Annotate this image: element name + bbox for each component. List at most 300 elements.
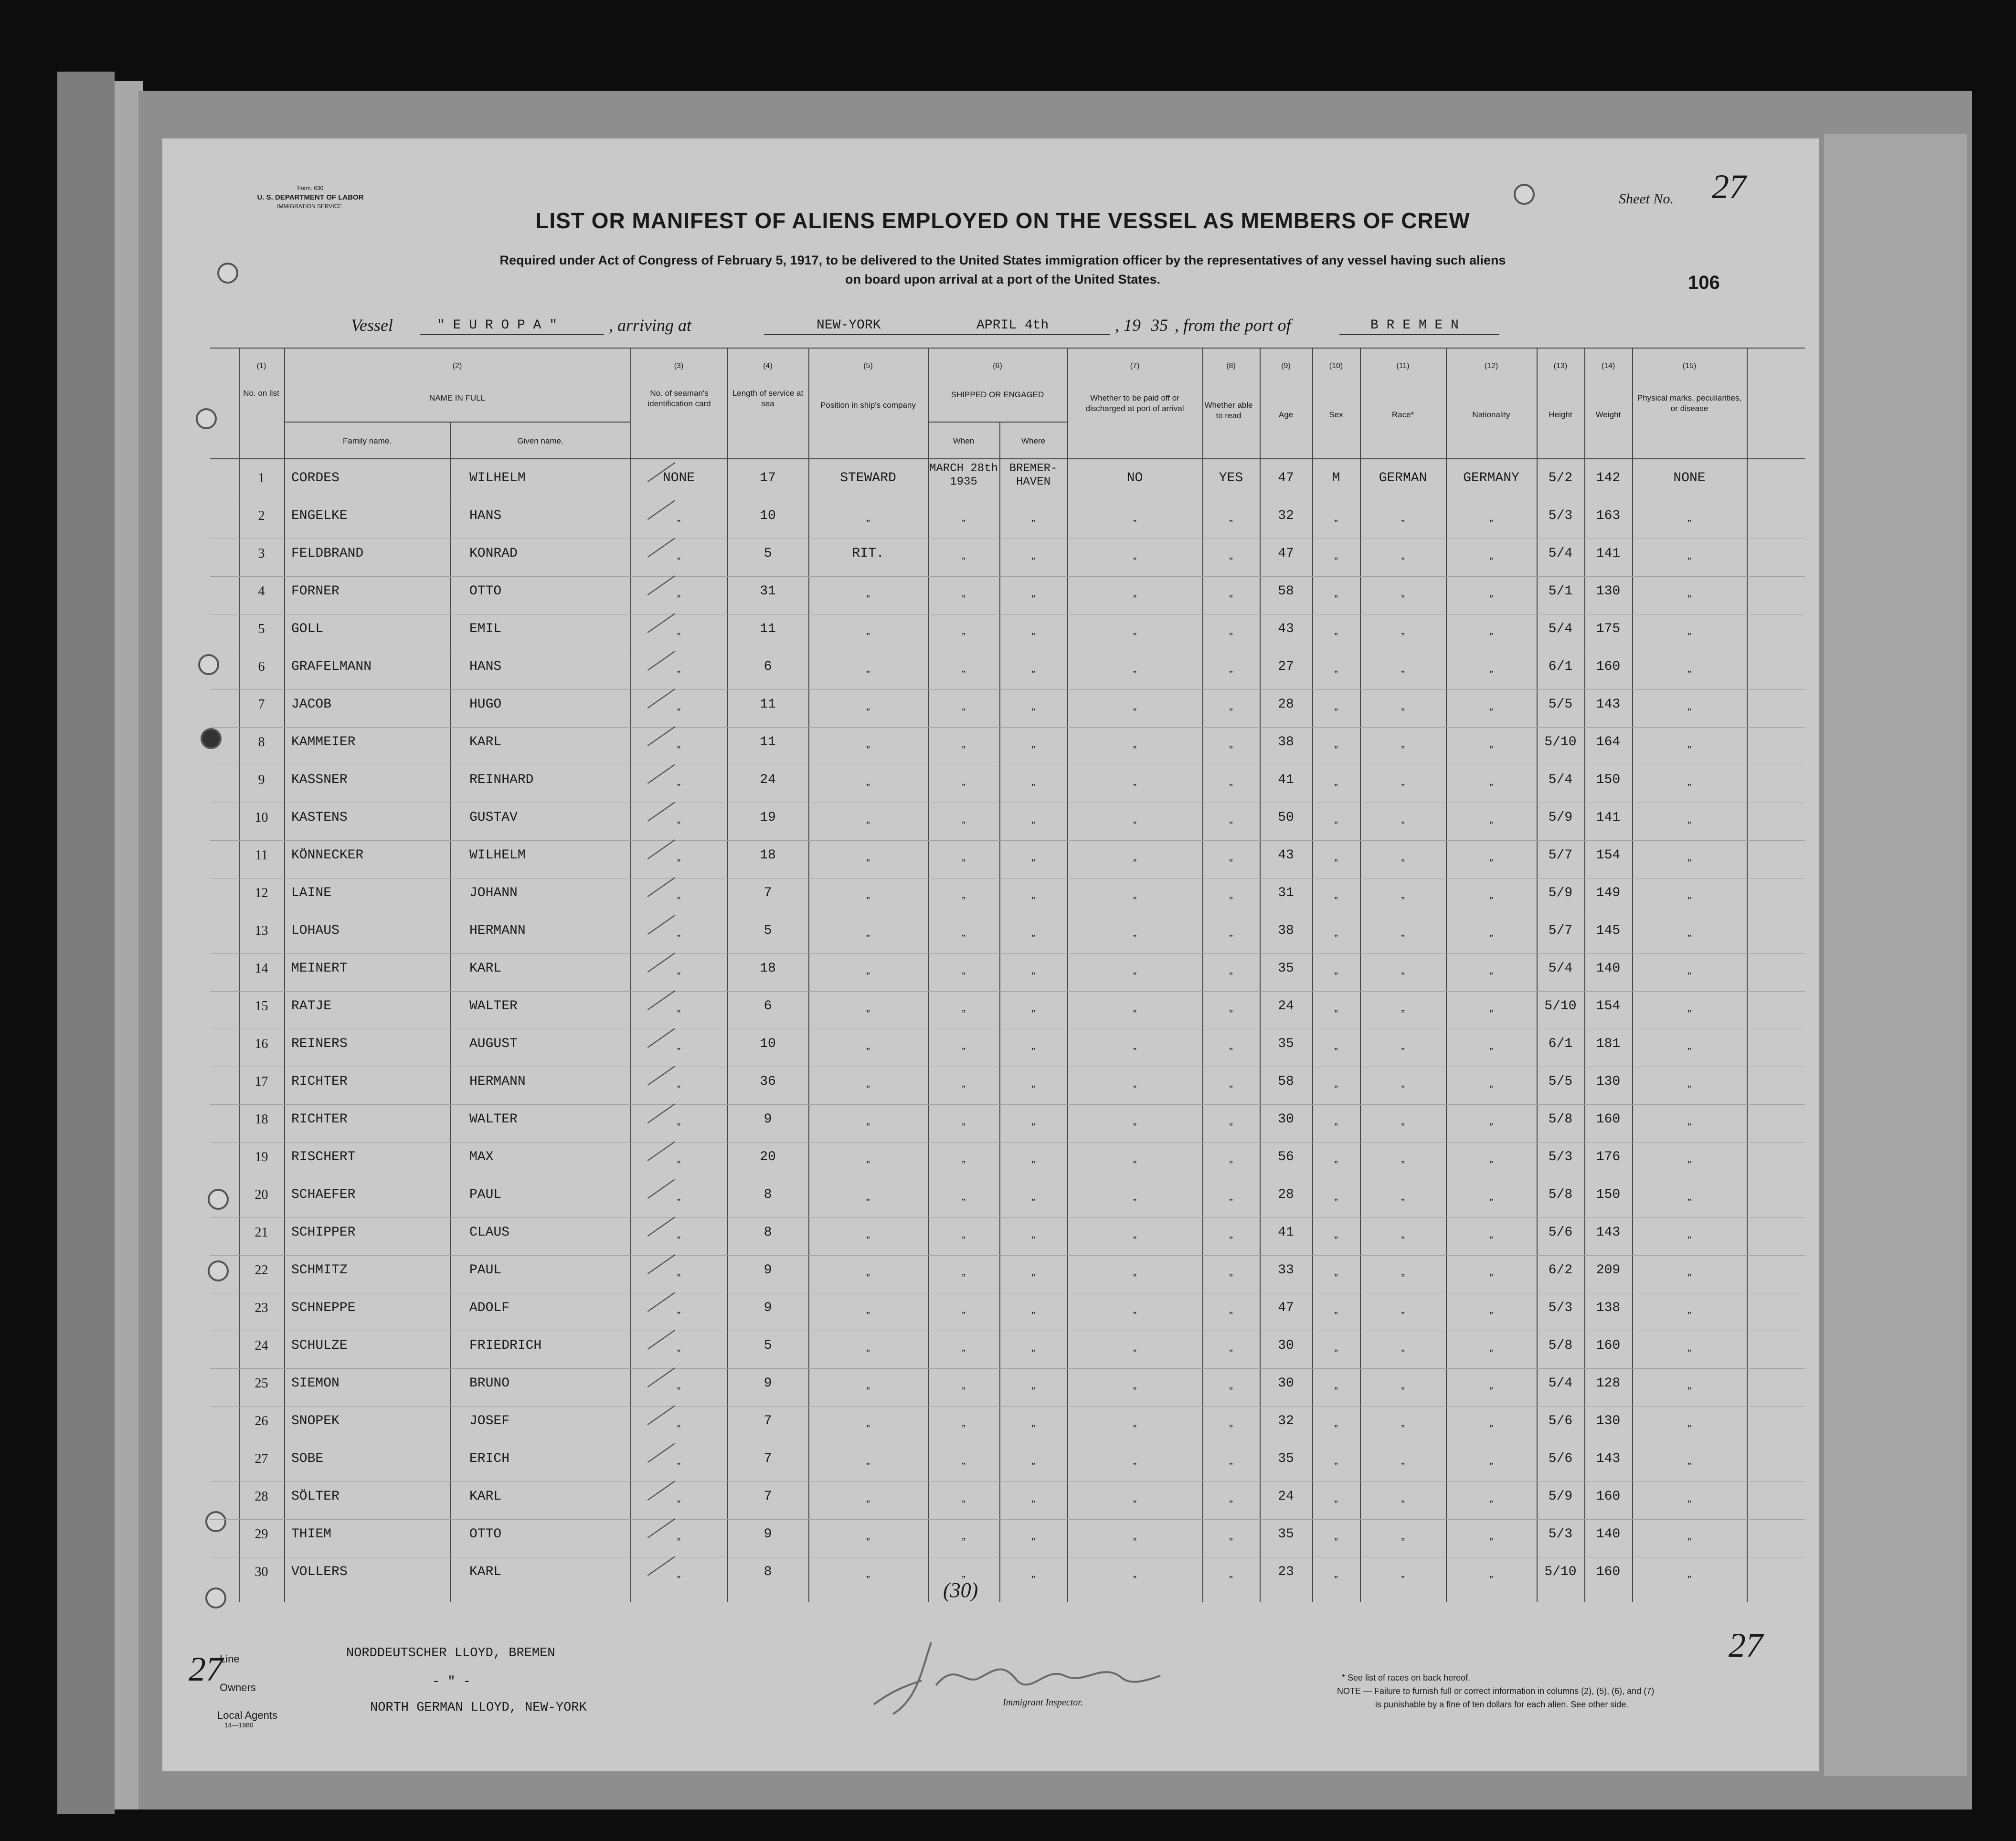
ditto-mark: „ xyxy=(1334,1039,1338,1051)
ditto-mark: „ xyxy=(1401,1115,1405,1127)
ditto-mark: „ xyxy=(1687,549,1691,561)
family-name: FORNER xyxy=(291,584,340,599)
service-years: 24 xyxy=(760,772,776,787)
ditto-mark: „ xyxy=(1133,1530,1137,1542)
height: 5/7 xyxy=(1548,848,1573,863)
ditto-mark: „ xyxy=(677,813,681,825)
row-number: 3 xyxy=(258,546,265,561)
ditto-mark: „ xyxy=(1133,1492,1137,1504)
ditto-mark: „ xyxy=(1401,549,1405,561)
where-line-1: BREMER- xyxy=(1009,462,1058,475)
age: 43 xyxy=(1278,848,1294,863)
age: 30 xyxy=(1278,1376,1294,1391)
ditto-mark: „ xyxy=(677,700,681,712)
ditto-mark: „ xyxy=(1401,1077,1405,1089)
ditto-mark: „ xyxy=(962,1115,966,1127)
col-head-race: Race* xyxy=(1391,410,1414,419)
service-years: 18 xyxy=(760,848,776,863)
ditto-mark: „ xyxy=(1334,775,1338,787)
ditto-mark: „ xyxy=(866,1492,870,1504)
row-number: 19 xyxy=(255,1150,268,1164)
line-label: Line xyxy=(220,1653,240,1665)
age: 35 xyxy=(1278,1451,1294,1466)
ditto-mark: „ xyxy=(1031,1303,1035,1315)
col-head-marks: Physical marks, peculiarities, or disease xyxy=(1637,393,1742,413)
family-name: GRAFELMANN xyxy=(291,659,372,674)
ditto-mark: „ xyxy=(1229,964,1233,976)
ditto-mark: „ xyxy=(1031,775,1035,787)
weight: 140 xyxy=(1596,961,1621,976)
ditto-mark: „ xyxy=(1401,511,1405,523)
ditto-mark: „ xyxy=(1401,1567,1405,1579)
ditto-mark: „ xyxy=(1489,1228,1493,1240)
ditto-mark: „ xyxy=(677,926,681,938)
ditto-mark: „ xyxy=(1133,549,1137,561)
ditto-mark: „ xyxy=(1334,511,1338,523)
row-divider xyxy=(210,991,1805,992)
ditto-mark: „ xyxy=(1687,738,1691,750)
punch-hole xyxy=(1514,184,1535,205)
grid-line xyxy=(210,348,1805,349)
form-number: Form. 630 xyxy=(297,185,324,191)
age: 32 xyxy=(1278,508,1294,523)
ditto-mark: „ xyxy=(1133,1341,1137,1353)
ditto-mark: „ xyxy=(962,511,966,523)
row-divider xyxy=(210,1481,1805,1482)
row-number: 24 xyxy=(255,1338,268,1353)
paid-off: NO xyxy=(1126,471,1143,486)
ditto-mark: „ xyxy=(1687,1153,1691,1164)
ditto-mark: „ xyxy=(1401,1530,1405,1542)
row-divider xyxy=(210,1142,1805,1143)
age: 58 xyxy=(1278,1074,1294,1089)
ditto-mark: „ xyxy=(1489,1530,1493,1542)
ditto-mark: „ xyxy=(1229,889,1233,900)
ditto-mark: „ xyxy=(1031,1190,1035,1202)
ditto-mark: „ xyxy=(962,1417,966,1428)
ditto-mark: „ xyxy=(1401,1454,1405,1466)
age: 24 xyxy=(1278,1489,1294,1504)
vessel-name: " E U R O P A " xyxy=(437,318,558,333)
col-head-when: When xyxy=(953,436,975,445)
col-head-nationality: Nationality xyxy=(1472,410,1510,419)
family-name: ENGELKE xyxy=(291,508,348,523)
col-head-given: Given name. xyxy=(517,436,563,445)
ditto-mark: „ xyxy=(1334,1303,1338,1315)
grid-line xyxy=(284,348,285,1602)
ditto-mark: „ xyxy=(1133,662,1137,674)
agents-value: NORTH GERMAN LLOYD, NEW-YORK xyxy=(370,1701,587,1715)
service-years: 8 xyxy=(764,1187,772,1202)
height: 5/10 xyxy=(1544,1565,1577,1579)
ditto-mark: „ xyxy=(866,1567,870,1579)
col-num-12: (12) xyxy=(1484,362,1498,370)
ditto-mark: „ xyxy=(1489,964,1493,976)
col-head-position: Position in ship's company xyxy=(820,401,916,410)
ditto-mark: „ xyxy=(1031,851,1035,863)
ditto-mark: „ xyxy=(1334,738,1338,750)
service-years: 9 xyxy=(764,1527,772,1542)
ditto-mark: „ xyxy=(866,1266,870,1278)
age: 30 xyxy=(1278,1338,1294,1353)
ditto-mark: „ xyxy=(1334,1077,1338,1089)
ditto-mark: „ xyxy=(1401,964,1405,976)
service-years: 7 xyxy=(764,886,772,900)
ditto-mark: „ xyxy=(1489,1417,1493,1428)
ditto-mark: „ xyxy=(1229,549,1233,561)
ditto-mark: „ xyxy=(1133,1190,1137,1202)
service-years: 5 xyxy=(764,923,772,938)
ditto-mark: „ xyxy=(1489,926,1493,938)
height: 5/4 xyxy=(1548,622,1573,636)
row-number: 6 xyxy=(258,659,265,674)
ditto-mark: „ xyxy=(1229,1492,1233,1504)
ditto-mark: „ xyxy=(1489,1153,1493,1164)
ditto-mark: „ xyxy=(677,1190,681,1202)
weight: 143 xyxy=(1596,1451,1621,1466)
footnote-penalty-cont: is punishable by a fine of ten dollars for each alien. See other side. xyxy=(1375,1700,1629,1709)
from-port: B R E M E N xyxy=(1370,318,1459,333)
family-name: MEINERT xyxy=(291,961,348,976)
ditto-mark: „ xyxy=(1229,1303,1233,1315)
height: 5/3 xyxy=(1548,1527,1573,1542)
form-code: 14—1980 xyxy=(224,1721,254,1729)
ditto-mark: „ xyxy=(1031,1266,1035,1278)
ditto-mark: „ xyxy=(677,1417,681,1428)
weight: 176 xyxy=(1596,1150,1621,1164)
row-number: 1 xyxy=(258,471,265,486)
age: 24 xyxy=(1278,999,1294,1014)
when-line-1: MARCH 28th xyxy=(929,462,998,475)
weight: 175 xyxy=(1596,622,1621,636)
col-num-1: (1) xyxy=(256,362,266,370)
row-divider xyxy=(210,1255,1805,1256)
ditto-mark: „ xyxy=(962,1153,966,1164)
ditto-mark: „ xyxy=(1401,587,1405,599)
weight: 141 xyxy=(1596,546,1621,561)
ditto-mark: „ xyxy=(866,851,870,863)
given-name: OTTO xyxy=(469,1527,502,1542)
ditto-mark: „ xyxy=(1489,1303,1493,1315)
ditto-mark: „ xyxy=(1401,813,1405,825)
service-years: 8 xyxy=(764,1565,772,1579)
ditto-mark: „ xyxy=(677,1567,681,1579)
given-name: OTTO xyxy=(469,584,502,599)
binder-edge xyxy=(57,72,115,1814)
ditto-mark: „ xyxy=(1229,1190,1233,1202)
ditto-mark: „ xyxy=(1031,926,1035,938)
service-years: 6 xyxy=(764,999,772,1014)
ditto-mark: „ xyxy=(1687,1190,1691,1202)
ditto-mark: „ xyxy=(1334,1228,1338,1240)
vessel-label: Vessel xyxy=(351,316,393,335)
ditto-mark: „ xyxy=(1334,1417,1338,1428)
height: 5/3 xyxy=(1548,508,1573,523)
age: 35 xyxy=(1278,1527,1294,1542)
col-head-id-card: No. of seaman's identification card xyxy=(647,389,711,408)
ditto-mark: „ xyxy=(1133,813,1137,825)
subtitle-line-2: on board upon arrival at a port of the United States. xyxy=(845,272,1161,286)
age: 47 xyxy=(1278,1301,1294,1315)
family-name: RISCHERT xyxy=(291,1150,356,1164)
grid-line xyxy=(928,422,1067,423)
ditto-mark: „ xyxy=(1133,1153,1137,1164)
height: 5/9 xyxy=(1548,810,1573,825)
ditto-mark: „ xyxy=(1334,1115,1338,1127)
ditto-mark: „ xyxy=(1334,1492,1338,1504)
given-name: AUGUST xyxy=(469,1037,518,1051)
service-years: 8 xyxy=(764,1225,772,1240)
family-name: JACOB xyxy=(291,697,332,712)
ditto-mark: „ xyxy=(1334,1454,1338,1466)
given-name: WALTER xyxy=(469,999,518,1014)
given-name: PAUL xyxy=(469,1187,502,1202)
weight: 160 xyxy=(1596,1489,1621,1504)
given-name: REINHARD xyxy=(469,772,534,787)
age: 38 xyxy=(1278,735,1294,750)
ditto-mark: „ xyxy=(866,662,870,674)
ditto-mark: „ xyxy=(1334,624,1338,636)
ditto-mark: „ xyxy=(866,624,870,636)
given-name: PAUL xyxy=(469,1263,502,1278)
ditto-mark: „ xyxy=(1031,549,1035,561)
ditto-mark: „ xyxy=(962,1228,966,1240)
ditto-mark: „ xyxy=(866,511,870,523)
weight: 143 xyxy=(1596,697,1621,712)
ditto-mark: „ xyxy=(962,1190,966,1202)
age: 35 xyxy=(1278,1037,1294,1051)
row-divider xyxy=(210,840,1805,841)
service-name: IMMIGRATION SERVICE. xyxy=(277,203,344,210)
ditto-mark: „ xyxy=(1133,624,1137,636)
service-years: 10 xyxy=(760,508,776,523)
ditto-mark: „ xyxy=(1031,1228,1035,1240)
inspector-label: Immigrant Inspector. xyxy=(1003,1697,1083,1708)
weight: 145 xyxy=(1596,923,1621,938)
height: 5/10 xyxy=(1544,735,1577,750)
ditto-mark: „ xyxy=(1489,1266,1493,1278)
weight: 141 xyxy=(1596,810,1621,825)
ditto-mark: „ xyxy=(677,1002,681,1014)
ditto-mark: „ xyxy=(1687,926,1691,938)
page-subtitle xyxy=(382,251,1623,289)
ditto-mark: „ xyxy=(1687,889,1691,900)
crew-table xyxy=(210,348,1805,1602)
ditto-mark: „ xyxy=(1031,813,1035,825)
ditto-mark: „ xyxy=(677,1303,681,1315)
ditto-mark: „ xyxy=(1687,700,1691,712)
ditto-mark: „ xyxy=(1229,700,1233,712)
ditto-mark: „ xyxy=(677,1341,681,1353)
ditto-mark: „ xyxy=(1031,1530,1035,1542)
ditto-mark: „ xyxy=(1133,1266,1137,1278)
ditto-mark: „ xyxy=(1229,1530,1233,1542)
col-num-4: (4) xyxy=(763,362,773,370)
height: 5/3 xyxy=(1548,1301,1573,1315)
ditto-mark: „ xyxy=(677,624,681,636)
ditto-mark: „ xyxy=(1401,889,1405,900)
row-number: 29 xyxy=(255,1527,268,1542)
ditto-mark: „ xyxy=(1489,700,1493,712)
weight: 163 xyxy=(1596,508,1621,523)
height: 5/10 xyxy=(1544,999,1577,1014)
ditto-mark: „ xyxy=(866,700,870,712)
weight: 160 xyxy=(1596,1565,1621,1579)
ditto-mark: „ xyxy=(1229,813,1233,825)
weight: 130 xyxy=(1596,1414,1621,1428)
col-head-weight: Weight xyxy=(1595,410,1621,419)
row-number: 11 xyxy=(255,848,268,863)
row-divider xyxy=(210,953,1805,954)
ditto-mark: „ xyxy=(1133,889,1137,900)
able-to-read: YES xyxy=(1219,471,1243,486)
height: 5/1 xyxy=(1548,584,1573,599)
weight: 130 xyxy=(1596,584,1621,599)
service-years: 36 xyxy=(760,1074,776,1089)
height: 5/5 xyxy=(1548,697,1573,712)
weight: 143 xyxy=(1596,1225,1621,1240)
ditto-mark: „ xyxy=(1031,1077,1035,1089)
ditto-mark: „ xyxy=(1334,1153,1338,1164)
ditto-mark: „ xyxy=(1687,1379,1691,1391)
given-name: HANS xyxy=(469,659,502,674)
col-num-15: (15) xyxy=(1682,362,1697,370)
ditto-mark: „ xyxy=(1401,1039,1405,1051)
family-name: SCHNEPPE xyxy=(291,1301,356,1315)
ditto-mark: „ xyxy=(677,1379,681,1391)
service-years: 20 xyxy=(760,1150,776,1164)
given-name: KARL xyxy=(469,1489,502,1504)
ditto-mark: „ xyxy=(1229,738,1233,750)
height: 5/8 xyxy=(1548,1187,1573,1202)
ditto-mark: „ xyxy=(962,624,966,636)
row-number: 18 xyxy=(255,1112,268,1127)
ditto-mark: „ xyxy=(1229,624,1233,636)
service-years: 7 xyxy=(764,1414,772,1428)
ditto-mark: „ xyxy=(1401,1341,1405,1353)
inspector-signature xyxy=(864,1633,1170,1728)
ditto-mark: „ xyxy=(1687,964,1691,976)
age: 33 xyxy=(1278,1263,1294,1278)
ditto-mark: „ xyxy=(1687,1417,1691,1428)
row-number: 26 xyxy=(255,1414,268,1428)
ditto-mark: „ xyxy=(1334,1341,1338,1353)
sheet-number: 27 xyxy=(1712,168,1746,206)
ditto-mark: „ xyxy=(1133,775,1137,787)
height: 6/1 xyxy=(1548,1037,1573,1051)
row-divider xyxy=(210,1406,1805,1407)
physical-marks: NONE xyxy=(1673,471,1706,486)
row-number: 4 xyxy=(258,584,265,599)
family-name: KÖNNECKER xyxy=(291,848,364,863)
ditto-mark: „ xyxy=(1687,587,1691,599)
footnotes xyxy=(1337,1671,1767,1711)
ditto-mark: „ xyxy=(1133,1115,1137,1127)
height: 5/9 xyxy=(1548,1489,1573,1504)
age: 50 xyxy=(1278,810,1294,825)
ditto-mark: „ xyxy=(1687,624,1691,636)
ditto-mark: „ xyxy=(1489,1002,1493,1014)
ditto-mark: „ xyxy=(962,1341,966,1353)
ditto-mark: „ xyxy=(866,1530,870,1542)
owners-value: - " - xyxy=(432,1675,471,1689)
ditto-mark: „ xyxy=(1229,662,1233,674)
row-number: 27 xyxy=(255,1451,268,1466)
ditto-mark: „ xyxy=(866,1002,870,1014)
ditto-mark: „ xyxy=(677,738,681,750)
ditto-mark: „ xyxy=(1133,964,1137,976)
weight: 150 xyxy=(1596,1187,1621,1202)
row-number: 10 xyxy=(255,810,268,825)
family-name: VOLLERS xyxy=(291,1565,348,1579)
service-years: 5 xyxy=(764,1338,772,1353)
agents-label: Local Agents xyxy=(217,1709,277,1721)
ditto-mark: „ xyxy=(677,775,681,787)
row-number: 16 xyxy=(255,1037,268,1051)
row-number: 30 xyxy=(255,1565,268,1579)
ditto-mark: „ xyxy=(1687,1530,1691,1542)
family-name: SCHIPPER xyxy=(291,1225,356,1240)
weight: 149 xyxy=(1596,886,1621,900)
ditto-mark: „ xyxy=(1489,662,1493,674)
row-number: 12 xyxy=(255,886,268,900)
given-name: HERMANN xyxy=(469,923,526,938)
family-name: SCHAEFER xyxy=(291,1187,356,1202)
ditto-mark: „ xyxy=(1334,964,1338,976)
where-line-2: HAVEN xyxy=(1016,476,1050,488)
row-number: 28 xyxy=(255,1489,268,1504)
ditto-mark: „ xyxy=(1334,926,1338,938)
ditto-mark: „ xyxy=(866,775,870,787)
ditto-mark: „ xyxy=(1133,851,1137,863)
punch-hole xyxy=(217,263,238,284)
given-name: GUSTAV xyxy=(469,810,518,825)
col-head-where: Where xyxy=(1021,436,1046,445)
height: 5/3 xyxy=(1548,1150,1573,1164)
stamp-number: 106 xyxy=(1688,272,1720,293)
ditto-mark: „ xyxy=(1229,1454,1233,1466)
ditto-mark: „ xyxy=(1401,1417,1405,1428)
ditto-mark: „ xyxy=(962,549,966,561)
service-years: 18 xyxy=(760,961,776,976)
ditto-mark: „ xyxy=(1031,587,1035,599)
age: 41 xyxy=(1278,1225,1294,1240)
ditto-mark: „ xyxy=(1401,1266,1405,1278)
service-years: 7 xyxy=(764,1489,772,1504)
total-count: (30) xyxy=(943,1578,978,1602)
height: 5/9 xyxy=(1548,886,1573,900)
ditto-mark: „ xyxy=(962,1379,966,1391)
ditto-mark: „ xyxy=(1334,549,1338,561)
weight: 181 xyxy=(1596,1037,1621,1051)
ditto-mark: „ xyxy=(1031,1417,1035,1428)
ditto-mark: „ xyxy=(677,1039,681,1051)
ditto-mark: „ xyxy=(866,964,870,976)
age: 28 xyxy=(1278,697,1294,712)
family-name: REINERS xyxy=(291,1037,348,1051)
ditto-mark: „ xyxy=(866,1039,870,1051)
col-head-sex: Sex xyxy=(1329,410,1343,419)
ditto-mark: „ xyxy=(1401,700,1405,712)
weight: 128 xyxy=(1596,1376,1621,1391)
height: 5/8 xyxy=(1548,1338,1573,1353)
ditto-mark: „ xyxy=(677,851,681,863)
ditto-mark: „ xyxy=(866,889,870,900)
ditto-mark: „ xyxy=(1229,1379,1233,1391)
row-divider xyxy=(210,1104,1805,1105)
ditto-mark: „ xyxy=(1031,511,1035,523)
ditto-mark: „ xyxy=(1489,738,1493,750)
